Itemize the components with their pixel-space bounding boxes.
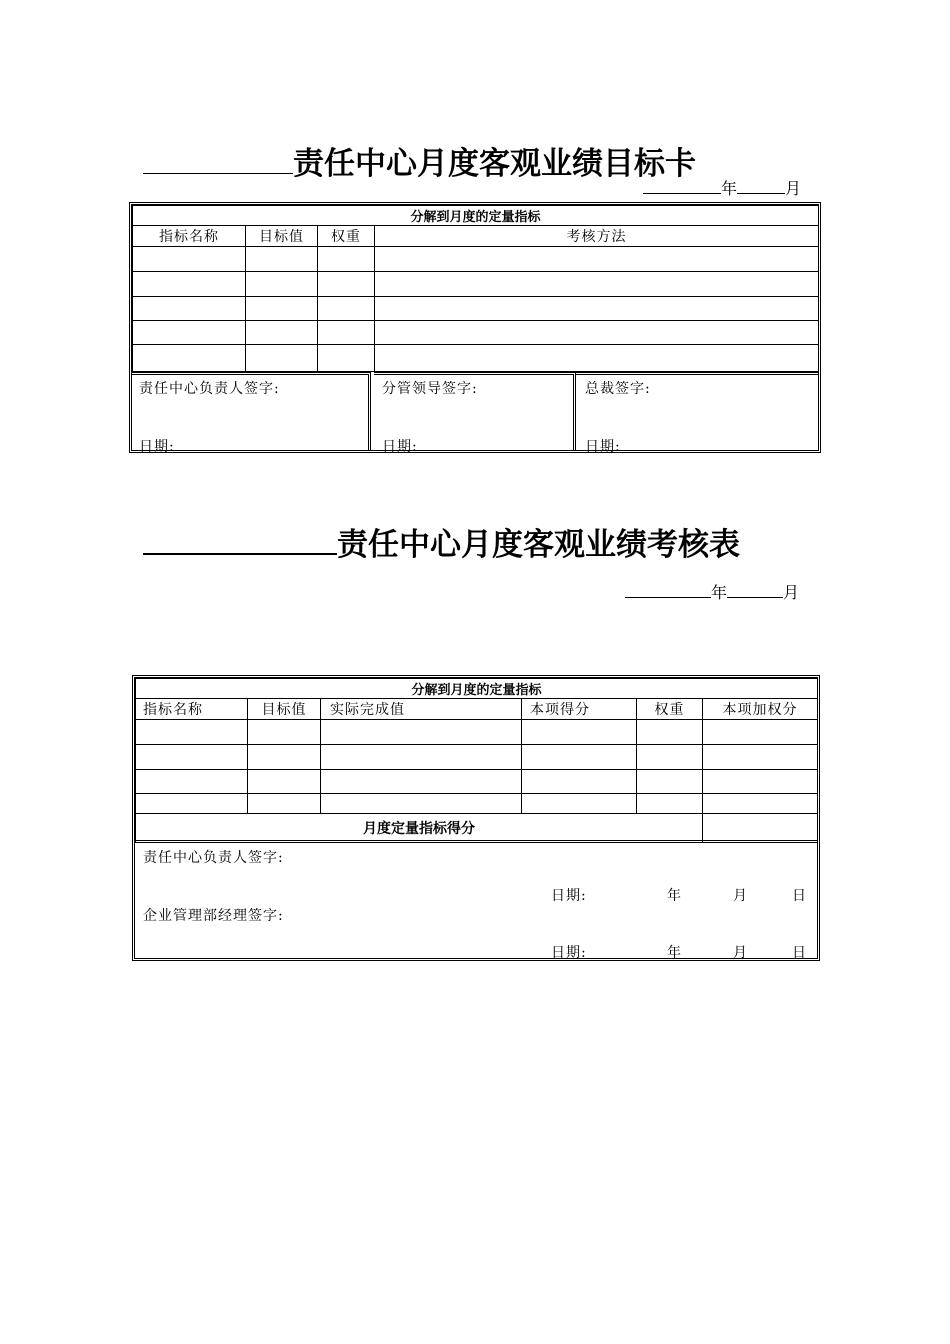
date-label: 日期:	[551, 945, 587, 961]
cell[interactable]	[637, 794, 703, 814]
review-signature-area[interactable]	[135, 840, 817, 961]
table-row	[136, 794, 818, 814]
cell[interactable]	[318, 297, 375, 321]
date-label: 日期:	[551, 888, 587, 904]
review-title	[143, 519, 740, 564]
card-section-header: 分解到月度的定量指标	[133, 206, 819, 226]
col-indicator-name: 指标名称	[136, 699, 248, 720]
cell[interactable]	[321, 794, 522, 814]
cell[interactable]	[246, 297, 318, 321]
mgmt-dept-sign-label: 企业管理部经理签字:	[143, 908, 284, 924]
cell[interactable]	[522, 770, 637, 794]
year-label: 年	[721, 179, 738, 198]
table-row	[133, 297, 819, 321]
cell[interactable]	[133, 272, 246, 297]
cell[interactable]	[637, 770, 703, 794]
title-blank-line[interactable]	[143, 143, 293, 174]
cell[interactable]	[246, 272, 318, 297]
review-year-month	[625, 580, 799, 603]
cell[interactable]	[318, 272, 375, 297]
cell[interactable]	[133, 321, 246, 345]
cell[interactable]	[133, 247, 246, 272]
cell[interactable]	[246, 321, 318, 345]
signature-box-president[interactable]	[576, 372, 818, 455]
cell[interactable]	[248, 794, 321, 814]
cell[interactable]	[136, 745, 248, 770]
cell[interactable]	[246, 345, 318, 372]
cell[interactable]	[133, 345, 246, 372]
cell[interactable]	[522, 794, 637, 814]
total-score-value[interactable]	[703, 814, 818, 843]
card-title	[143, 138, 696, 183]
col-method: 考核方法	[375, 226, 819, 247]
cell[interactable]	[246, 247, 318, 272]
review-section-header: 分解到月度的定量指标	[136, 679, 818, 699]
cell[interactable]	[321, 720, 522, 745]
cell[interactable]	[248, 745, 321, 770]
month-label: 月	[785, 179, 802, 198]
sign-label: 总裁签字:	[585, 381, 651, 397]
cell[interactable]	[136, 770, 248, 794]
date-year-label: 年	[667, 888, 682, 904]
cell[interactable]	[248, 770, 321, 794]
date-month-label: 月	[733, 945, 748, 961]
month-label: 月	[783, 583, 800, 602]
date-label: 日期:	[585, 439, 621, 455]
date-day-label: 日	[792, 945, 807, 961]
year-blank[interactable]	[625, 583, 711, 598]
cell[interactable]	[522, 720, 637, 745]
cell[interactable]	[136, 794, 248, 814]
table-row	[133, 345, 819, 372]
col-indicator-name: 指标名称	[133, 226, 246, 247]
col-weight: 权重	[318, 226, 375, 247]
signature-box-division-leader[interactable]	[374, 372, 576, 455]
review-title-text: 责任中心月度客观业绩考核表	[337, 527, 740, 563]
cell[interactable]	[136, 720, 248, 745]
cell[interactable]	[703, 770, 818, 794]
table-row	[133, 247, 819, 272]
total-score-label: 月度定量指标得分	[136, 814, 703, 843]
col-weight: 权重	[637, 699, 703, 720]
cell[interactable]	[375, 247, 819, 272]
col-actual-value: 实际完成值	[321, 699, 522, 720]
cell[interactable]	[375, 321, 819, 345]
date-year-label: 年	[667, 945, 682, 961]
sign-label: 分管领导签字:	[382, 381, 478, 397]
cell[interactable]	[703, 720, 818, 745]
cell[interactable]	[703, 745, 818, 770]
table-row	[136, 770, 818, 794]
date-label: 日期:	[382, 439, 418, 455]
cell[interactable]	[318, 321, 375, 345]
month-blank[interactable]	[727, 583, 783, 598]
table-row	[133, 272, 819, 297]
cell[interactable]	[375, 297, 819, 321]
table-row	[136, 720, 818, 745]
center-head-sign-label: 责任中心负责人签字:	[143, 850, 284, 866]
review-table	[135, 678, 818, 843]
table-row	[136, 745, 818, 770]
date-month-label: 月	[733, 888, 748, 904]
cell[interactable]	[318, 247, 375, 272]
signature-box-center-head[interactable]	[132, 372, 371, 455]
cell[interactable]	[703, 794, 818, 814]
card-year-month	[643, 176, 801, 199]
cell[interactable]	[375, 272, 819, 297]
col-target-value: 目标值	[248, 699, 321, 720]
cell[interactable]	[248, 720, 321, 745]
date-label: 日期:	[139, 439, 175, 455]
cell[interactable]	[321, 770, 522, 794]
cell[interactable]	[133, 297, 246, 321]
col-weighted-score: 本项加权分	[703, 699, 818, 720]
cell[interactable]	[321, 745, 522, 770]
cell[interactable]	[522, 745, 637, 770]
cell[interactable]	[637, 720, 703, 745]
cell[interactable]	[375, 345, 819, 372]
col-item-score: 本项得分	[522, 699, 637, 720]
year-label: 年	[711, 583, 728, 602]
cell[interactable]	[318, 345, 375, 372]
card-title-text: 责任中心月度客观业绩目标卡	[293, 146, 696, 182]
month-blank[interactable]	[737, 179, 785, 194]
table-row	[133, 321, 819, 345]
title-blank-line[interactable]	[143, 523, 337, 555]
card-table	[132, 205, 819, 372]
col-target-value: 目标值	[246, 226, 318, 247]
sign-label: 责任中心负责人签字:	[139, 381, 280, 397]
year-blank[interactable]	[643, 179, 721, 194]
date-day-label: 日	[792, 888, 807, 904]
cell[interactable]	[637, 745, 703, 770]
